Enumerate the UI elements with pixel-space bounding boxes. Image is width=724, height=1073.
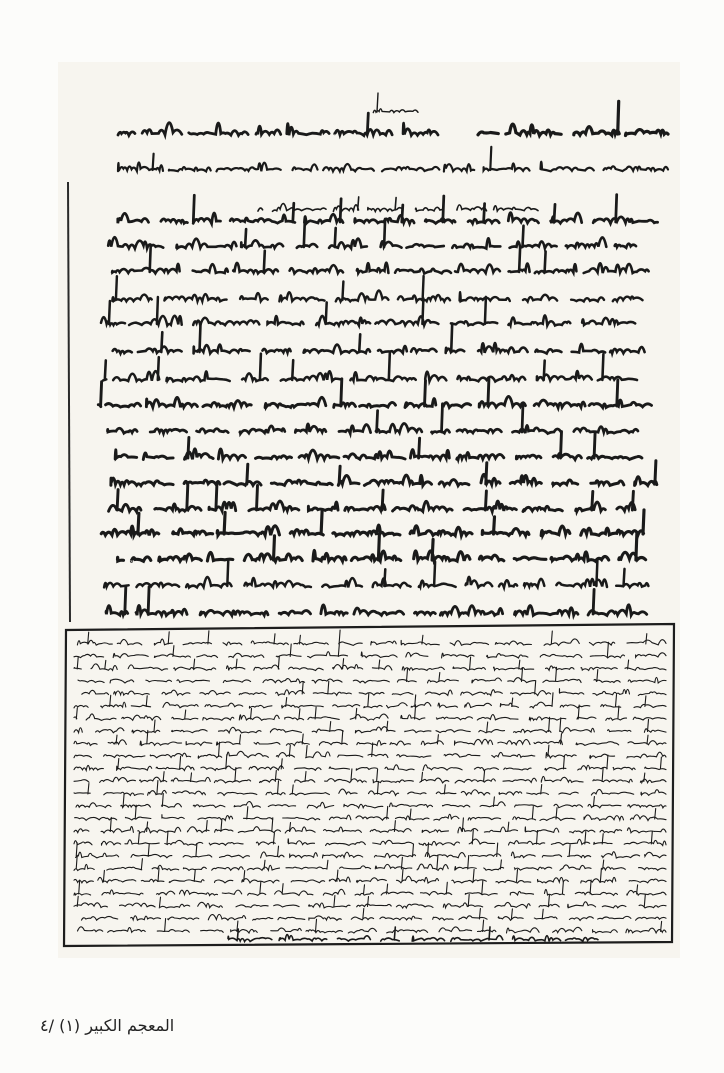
handwriting-line xyxy=(75,805,666,820)
handwriting-line xyxy=(74,656,666,670)
handwriting-line xyxy=(78,919,667,934)
handwriting-line xyxy=(106,587,647,616)
handwriting-line xyxy=(74,642,666,658)
handwriting-line xyxy=(74,693,666,708)
margin-rule xyxy=(68,182,70,622)
commentary-box-frame xyxy=(64,624,674,946)
handwriting-line xyxy=(118,113,438,135)
handwriting-line xyxy=(109,484,636,511)
handwriting-line xyxy=(103,353,637,381)
handwriting-line xyxy=(76,794,666,809)
handwriting-line xyxy=(74,730,666,745)
handwriting-strokes xyxy=(74,93,668,941)
handwriting-line xyxy=(82,681,666,696)
handwriting-line xyxy=(74,880,666,896)
handwriting-line xyxy=(74,755,666,771)
handwriting-line xyxy=(78,667,666,683)
handwriting-line xyxy=(74,868,666,883)
handwriting-line xyxy=(112,276,642,301)
handwriting-line xyxy=(76,843,666,858)
handwriting-line xyxy=(111,461,657,486)
handwriting-line xyxy=(113,324,645,354)
handwriting-line xyxy=(101,297,635,326)
handwriting-line xyxy=(74,781,666,796)
handwriting-line xyxy=(77,630,666,645)
handwritten-manuscript-drawing xyxy=(58,62,680,958)
handwriting-line xyxy=(104,559,648,587)
handwriting-line xyxy=(258,197,538,212)
page-caption: المعجم الكبير (١) /٤ xyxy=(40,1016,175,1035)
handwriting-line xyxy=(98,379,651,408)
handwriting-line xyxy=(115,432,642,460)
manuscript-image xyxy=(58,62,680,958)
handwriting-line xyxy=(74,894,666,908)
handwriting-line xyxy=(82,909,667,921)
handwriting-line xyxy=(373,93,418,113)
handwriting-line xyxy=(478,101,668,135)
handwriting-line xyxy=(74,817,666,833)
handwriting-line xyxy=(118,533,646,562)
handwriting-line xyxy=(74,855,666,870)
handwriting-line xyxy=(101,510,644,536)
handwriting-line xyxy=(118,195,658,224)
handwriting-line xyxy=(118,147,668,172)
